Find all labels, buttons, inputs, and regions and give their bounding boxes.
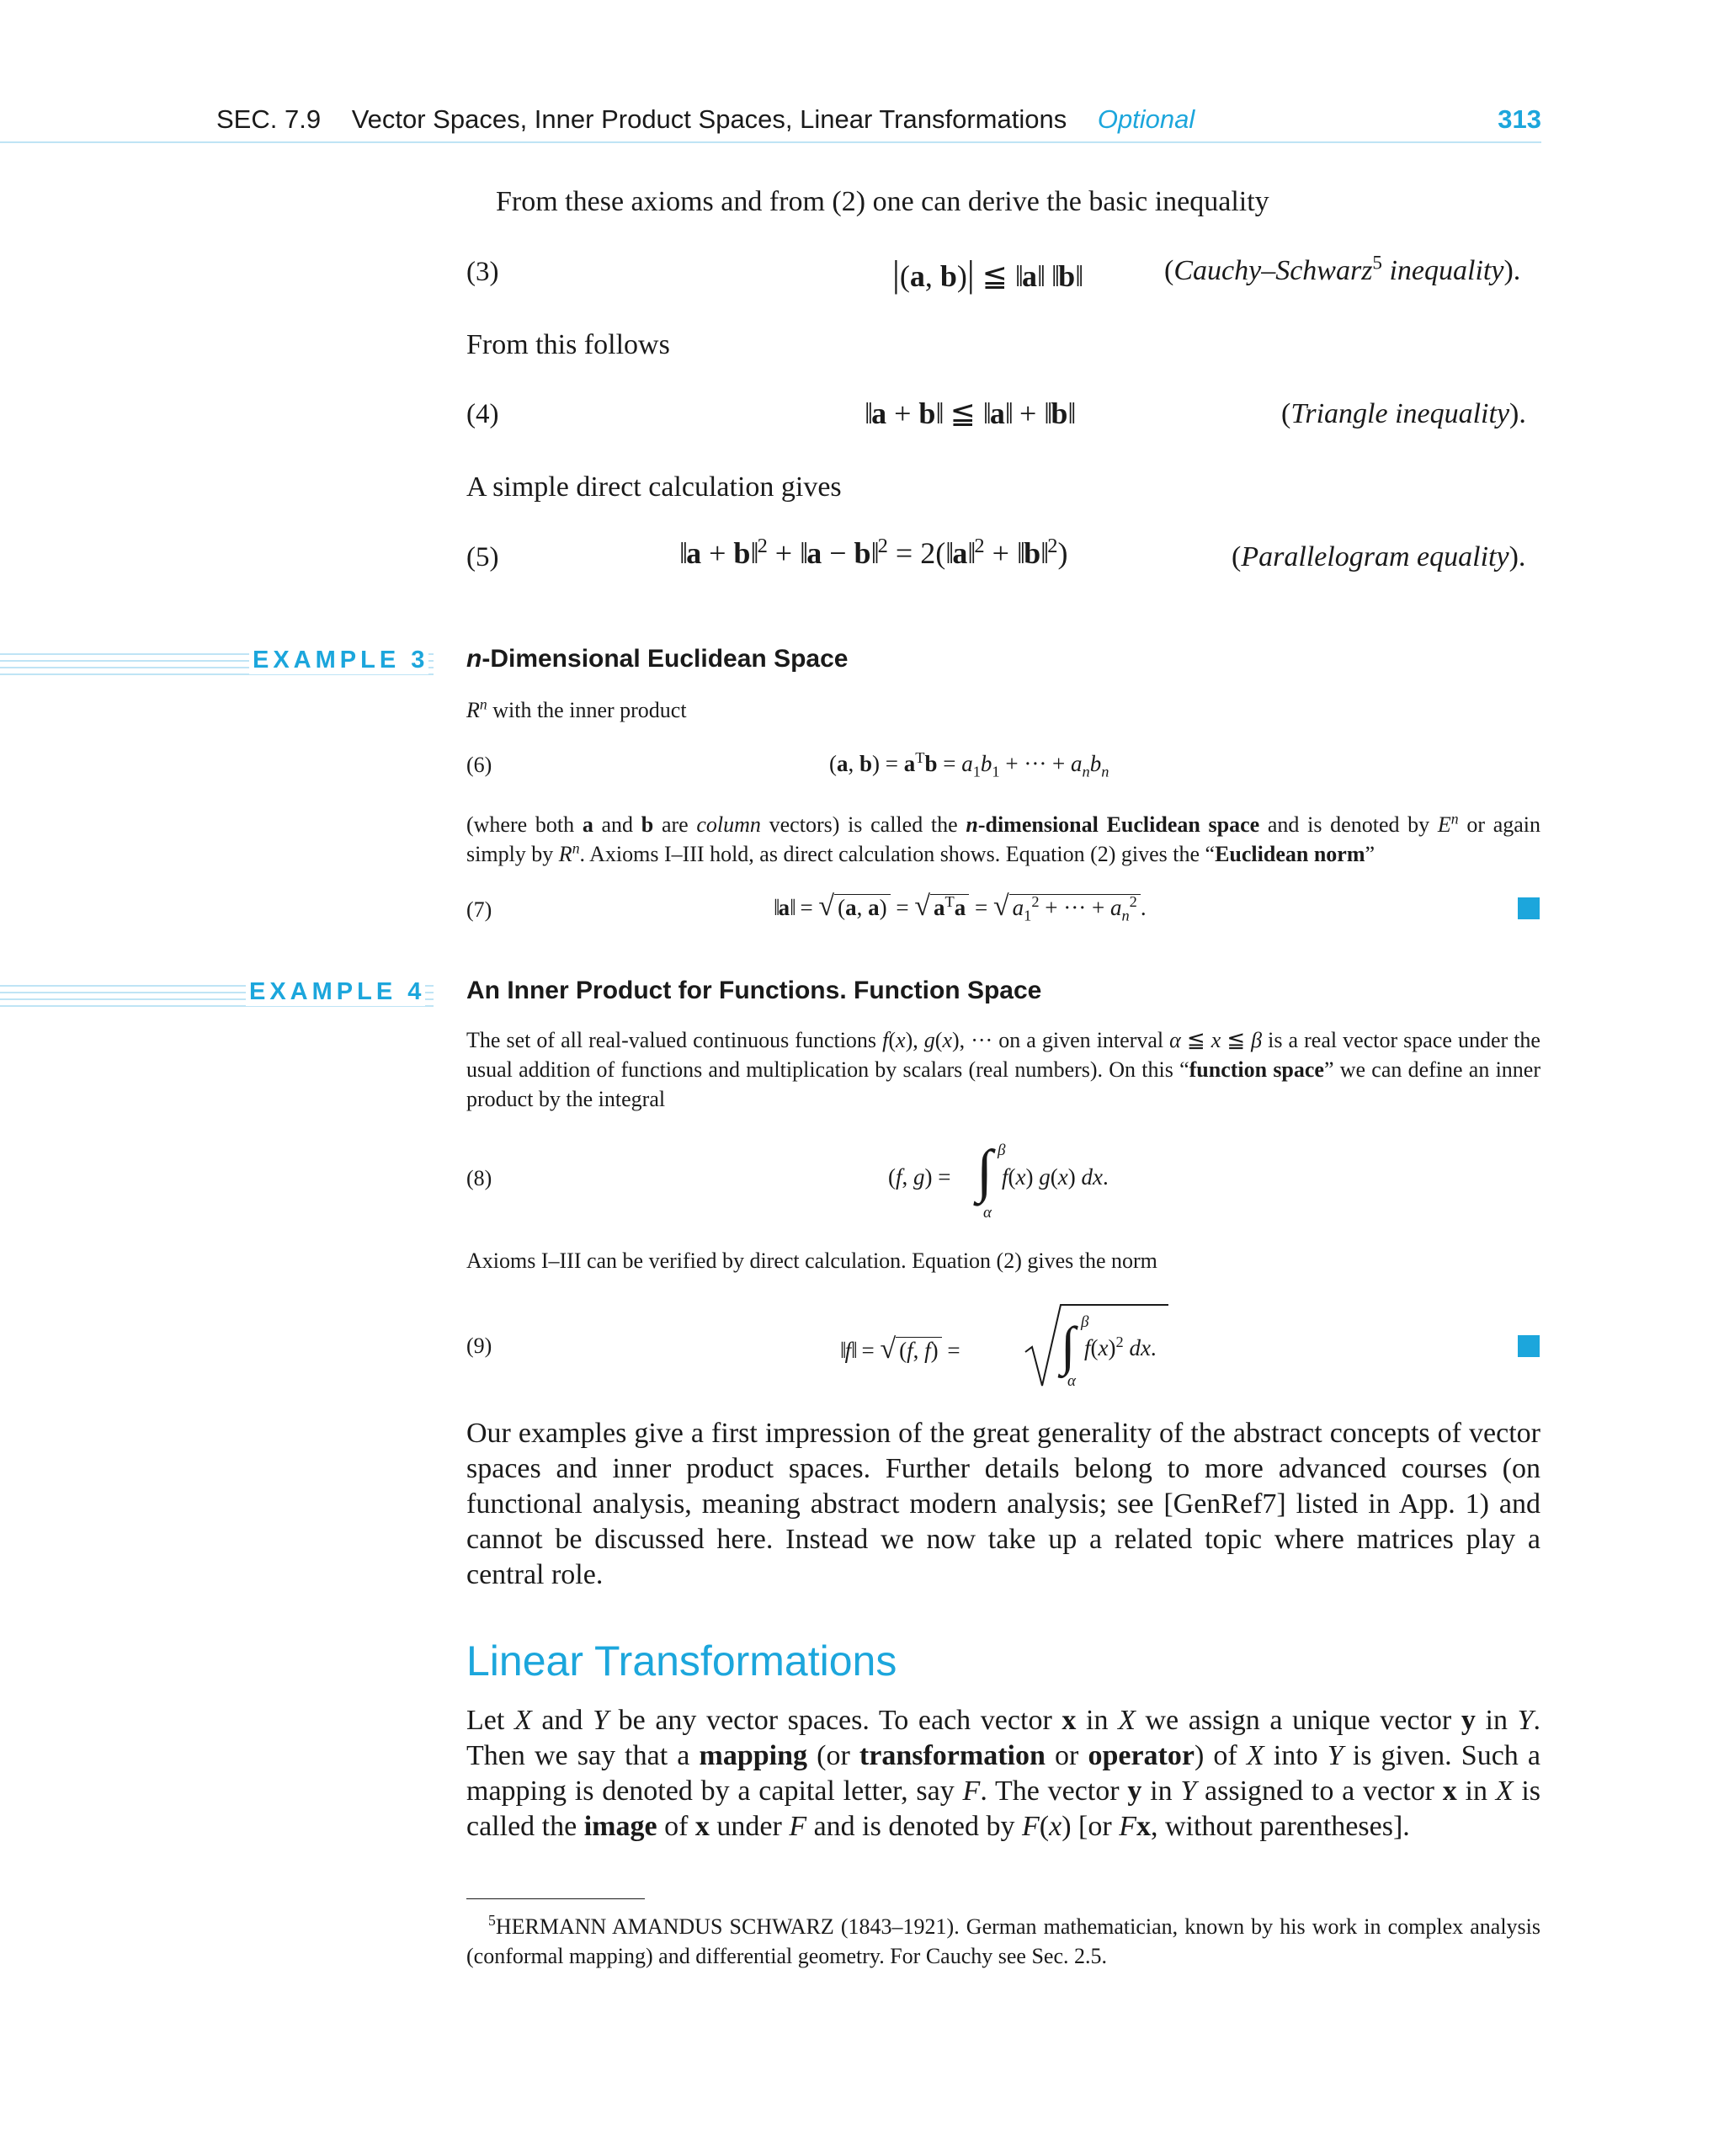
example4-paragraph: The set of all real-valued continuous functions f(x), g(x), ··· on a given interval α ≦ x ≦ β is a real vector space under the usual addition of functions and multiplication by scalars (real numbers). On this “function space” we can define an inner product by the integral bbox=[466, 1028, 1540, 1111]
header-rule bbox=[0, 141, 1541, 143]
eq4-label: (Triangle inequality). bbox=[1281, 398, 1526, 429]
eq4-number: (4) bbox=[466, 399, 499, 429]
eq5-formula: ‖a + b‖$^2$ + ‖a − b‖$^2$ = 2(‖a‖$^2$ + ‖b‖$^2$) bbox=[679, 535, 1068, 570]
eq9-formula: ‖f‖ = √ (f, f) = ∫ β α $f(x)^2$ dx. bbox=[840, 1296, 1194, 1397]
eq3-formula: |(a, b)| ≦ ‖a‖ ‖b‖ bbox=[892, 253, 1083, 295]
simple-calc-text: A simple direct calculation gives bbox=[466, 471, 842, 503]
eq8-number: (8) bbox=[466, 1166, 492, 1190]
eq5-number: (5) bbox=[466, 542, 499, 572]
eq5-label: (Parallelogram equality). bbox=[1232, 541, 1526, 572]
end-of-example4-marker bbox=[1518, 1335, 1540, 1357]
axioms-text: Axioms I–III can be verified by direct calculation. Equation (2) gives the norm bbox=[466, 1248, 1157, 1273]
eq8-formula: (f, g) = ∫ β α f(x) g(x) dx. bbox=[888, 1139, 1109, 1222]
eq4-formula: ‖a + b‖ ≦ ‖a‖ + ‖b‖ bbox=[865, 397, 1075, 430]
footnote bbox=[466, 1912, 1540, 1971]
section-number: SEC. 7.9 bbox=[216, 104, 322, 134]
example3-tag: EXAMPLE 3 bbox=[249, 647, 428, 674]
linear-transformations-heading: Linear Transformations bbox=[466, 1637, 897, 1685]
footnote-rule bbox=[466, 1898, 645, 1899]
optional-label: Optional bbox=[1097, 104, 1195, 134]
end-of-example3-marker bbox=[1518, 897, 1540, 919]
footnote-mark: 5 bbox=[488, 1912, 496, 1930]
eq6-number: (6) bbox=[466, 753, 492, 777]
section-title: Vector Spaces, Inner Product Spaces, Linear Transformations bbox=[351, 104, 1067, 134]
example3-title: n-Dimensional Euclidean Space bbox=[466, 645, 849, 673]
example3-line1: $R^n$ with the inner product bbox=[466, 695, 687, 722]
eq7-formula: ‖a‖ = √ (a, a) = √ $a^Ta$ = √ $a_1^2$ + ··· + $a_n^2$ . bbox=[774, 891, 1147, 924]
eq6-formula: (a, $b) = a^Tb = a_1b_1$ + ··· + $a_nb_n$ bbox=[829, 749, 1109, 780]
footnote-text: HERMANN AMANDUS SCHWARZ (1843–1921). German mathematician, known by his work in complex analysis (conformal mapping) and differential geometry. For Cauchy see Sec. 2.5. bbox=[466, 1914, 1540, 1968]
linear-paragraph: Let X and Y be any vector spaces. To each vector x in X we assign a unique vector y in Y. Then we say that a mapping (or transformation or operator) of X into Y is given. Such a mapping is denoted by a capital letter, say F. The vector y in Y assigned to a vector x in X is called the image of x under F and is denoted by F(x) [or Fx, without parentheses]. bbox=[466, 1705, 1541, 1842]
eq3-label: (Cauchy–Schwarz$^5$ inequality). bbox=[1164, 252, 1521, 286]
eq3-number: (3) bbox=[466, 257, 499, 287]
example4-tag: EXAMPLE 4 bbox=[246, 978, 425, 1006]
running-header bbox=[216, 104, 1541, 141]
closing-paragraph: Our examples give a first impression of the great generality of the abstract concepts of vector spaces and inner product spaces. Further details belong to more advanced courses (on functional analysis, meaning abstract modern analysis; see [GenRef7] listed in App. 1) and cannot be discussed here. Instead we now take up a related topic where matrices play a central role. bbox=[466, 1418, 1540, 1590]
from-this-text: From this follows bbox=[466, 329, 670, 360]
example3-paragraph: (where both a and b are column vectors) is called the n-dimensional Euclidean space and is denoted by $E^n$ or again simply by $R^n$. Axioms I–III hold, as direct calculation shows. Equation (2) gives the “Euclidean norm” bbox=[466, 810, 1540, 866]
eq7-number: (7) bbox=[466, 897, 492, 922]
intro-text: From these axioms and from (2) one can derive the basic inequality bbox=[496, 186, 1269, 217]
example4-title: An Inner Product for Functions. Function Space bbox=[466, 977, 1042, 1004]
eq9-number: (9) bbox=[466, 1334, 492, 1358]
page-number: 313 bbox=[1498, 104, 1541, 134]
